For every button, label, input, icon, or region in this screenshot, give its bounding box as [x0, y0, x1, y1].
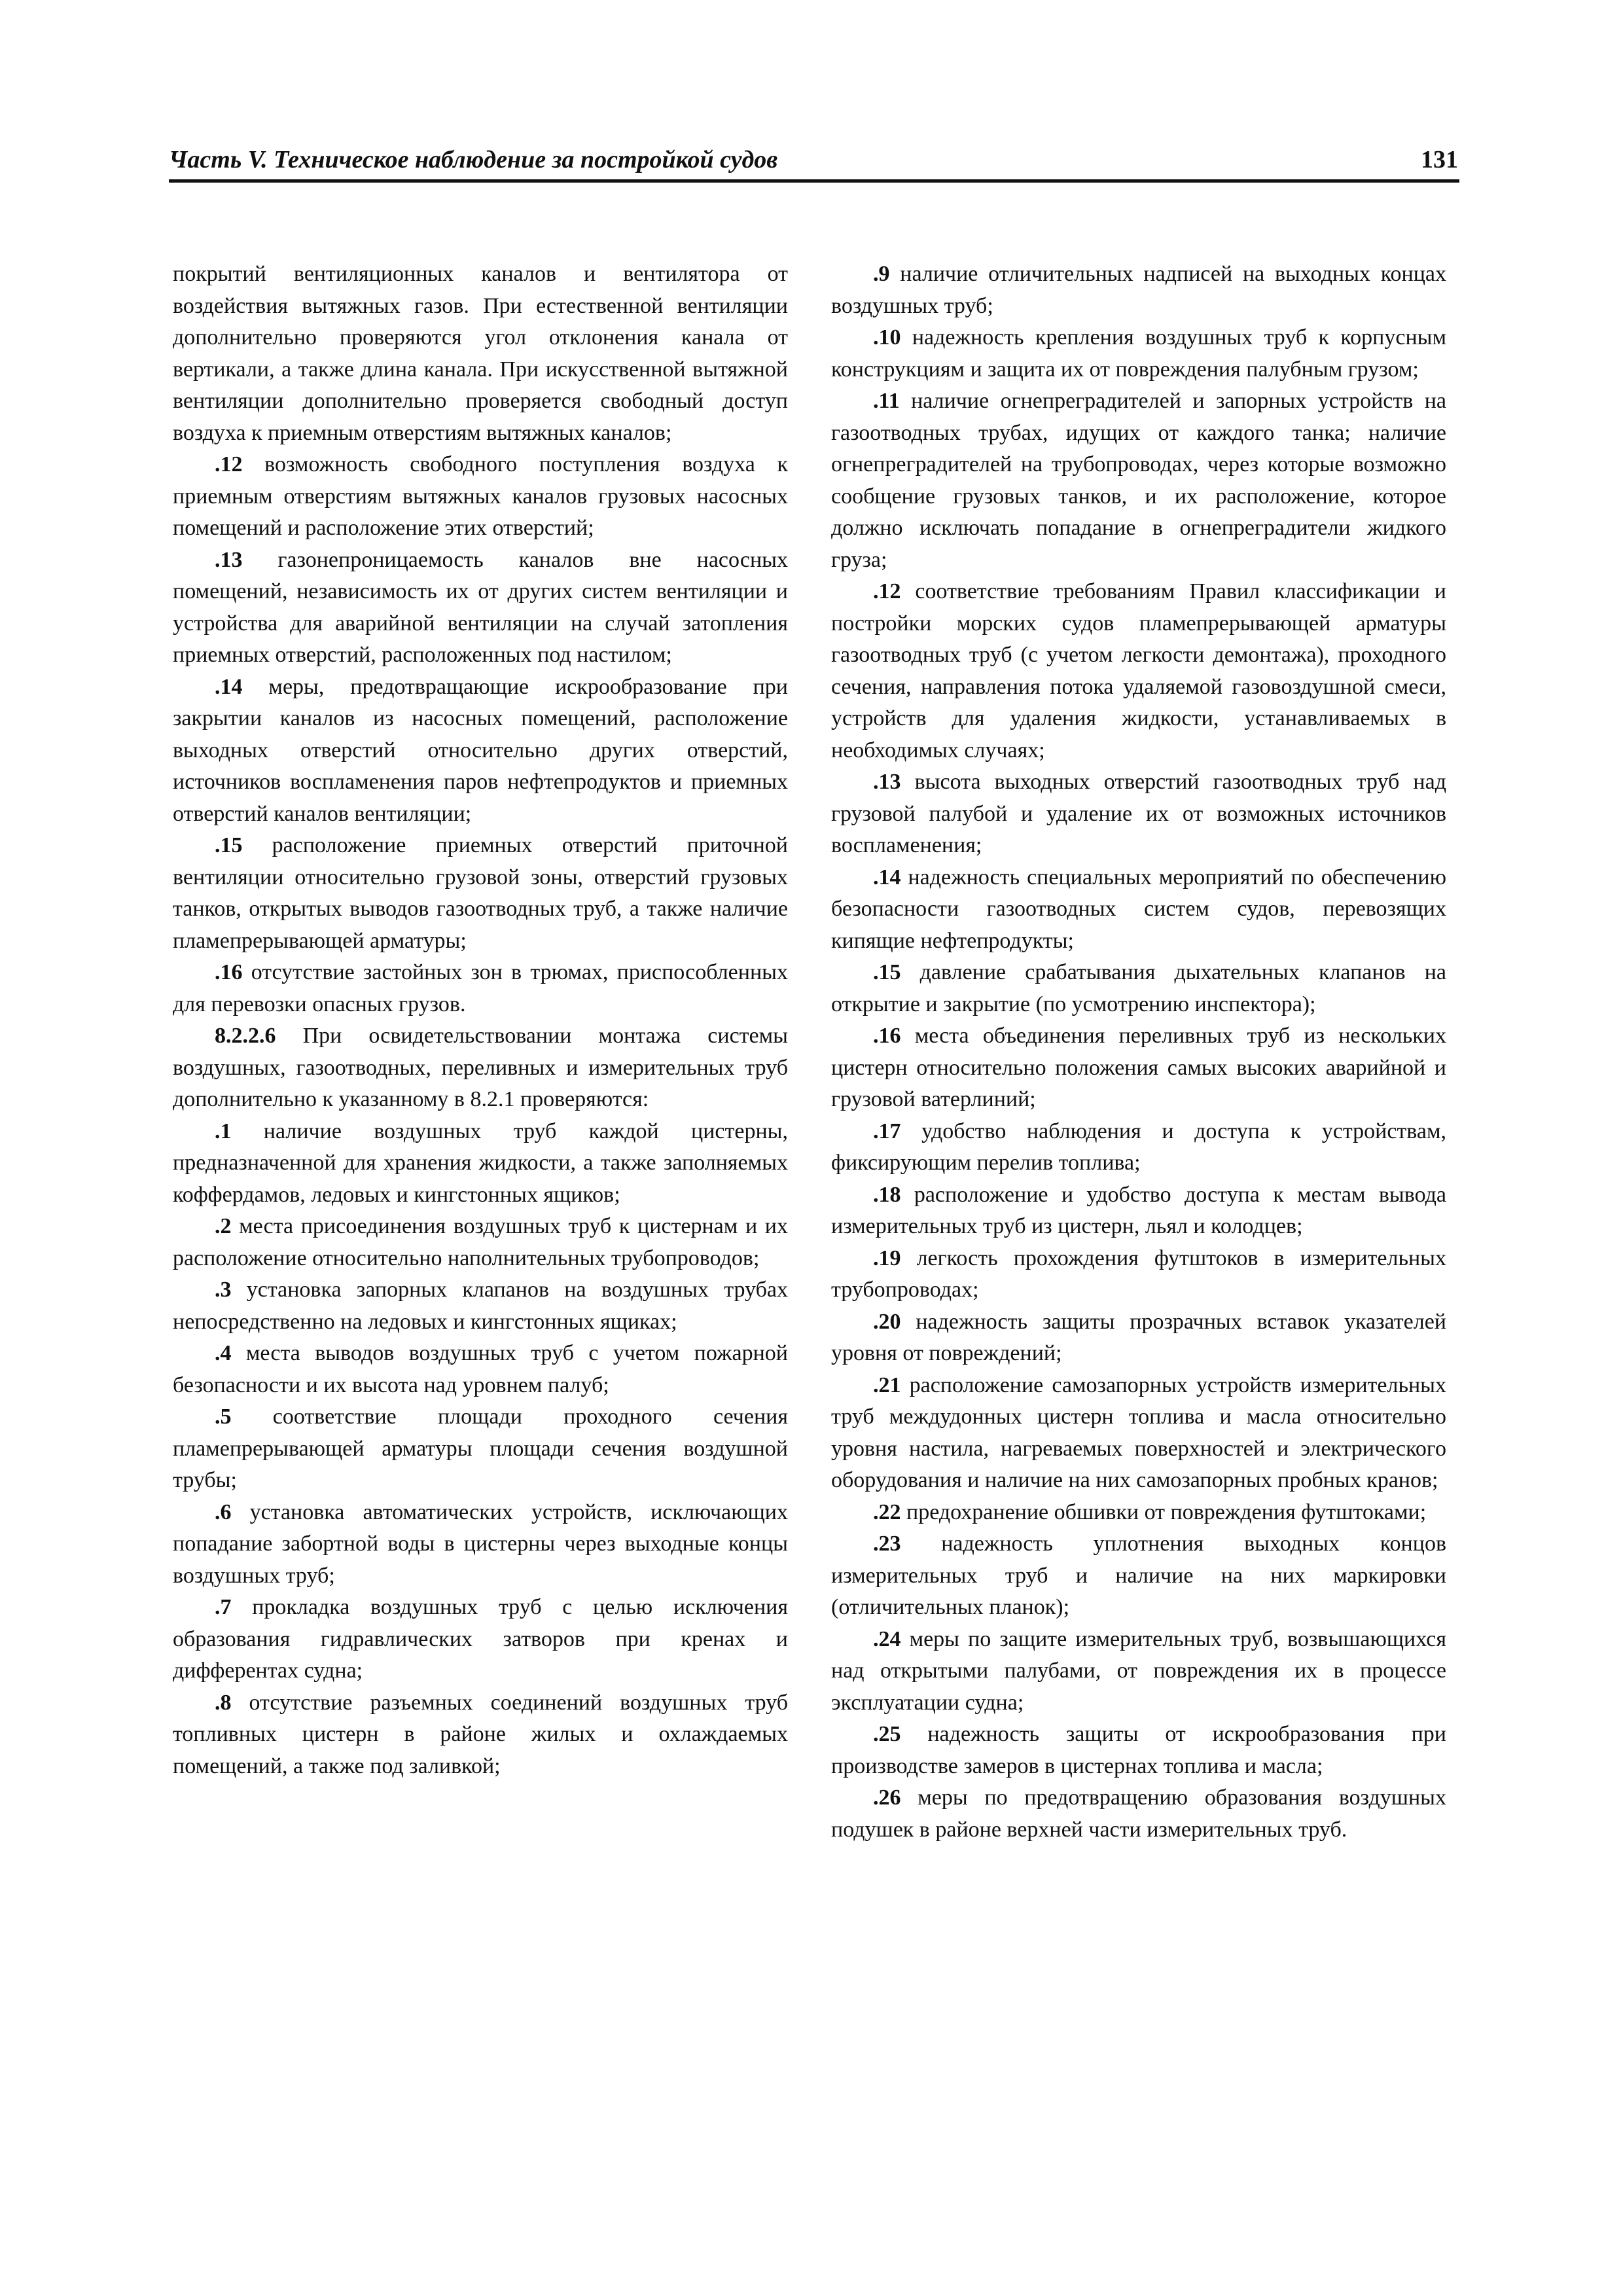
list-item	[831, 766, 1446, 862]
item-text: предохранение обшивки от повреждения футштоками;	[901, 1499, 1427, 1524]
list-item	[173, 449, 788, 545]
list-item	[173, 1338, 788, 1401]
list-item	[173, 672, 788, 831]
item-text: наличие воздушных труб каждой цистерны, предназначенной для хранения жидкости, а также заполняемых коффердамов, ледовых и кингстонных ящиков;	[173, 1119, 788, 1207]
item-number: .12	[873, 579, 901, 603]
item-number: .24	[873, 1626, 901, 1651]
item-text: соответствие требованиям Правил классификации и постройки морских судов пламепрерывающей арматуры газоотводных труб (с учетом легкости демонтажа), проходного сечения, направления потока удаляемой газовоздушной смеси, устройств для удаления жидкости, устанавливаемых в необходимых случаях;	[831, 579, 1446, 762]
list-item	[173, 1274, 788, 1338]
item-text: давление срабатывания дыхательных клапанов на открытие и закрытие (по усмотрению инспектора);	[831, 960, 1446, 1016]
list-item	[173, 1401, 788, 1497]
item-number: .15	[215, 833, 243, 857]
list-item	[173, 1497, 788, 1592]
item-number: .15	[873, 960, 901, 984]
item-number: .16	[215, 960, 243, 984]
item-text: наличие отличительных надписей на выходных концах воздушных труб;	[831, 262, 1446, 318]
list-item	[173, 1116, 788, 1211]
item-text: надежность защиты от искрообразования при производстве замеров в цистернах топлива и масла;	[831, 1722, 1446, 1778]
item-text: легкость прохождения футштоков в измерительных трубопроводах;	[831, 1246, 1446, 1302]
item-number: .10	[873, 325, 901, 350]
paragraph	[173, 259, 788, 449]
item-number: .2	[215, 1214, 232, 1238]
item-text: высота выходных отверстий газоотводных труб над грузовой палубой и удаление их от возможных источников воспламенения;	[831, 770, 1446, 857]
list-item	[831, 1020, 1446, 1116]
item-number: .9	[873, 262, 890, 286]
item-number: .14	[215, 674, 243, 699]
item-text: места выводов воздушных труб с учетом пожарной безопасности и их высота над уровнем палуб;	[173, 1341, 788, 1397]
item-number: .3	[215, 1278, 232, 1302]
list-item	[173, 1592, 788, 1687]
list-item	[831, 1370, 1446, 1497]
list-item	[831, 1116, 1446, 1179]
list-item	[173, 1687, 788, 1783]
item-text: газонепроницаемость каналов вне насосных помещений, независимость их от других систем вентиляции и устройства для аварийной вентиляции на случай затопления приемных отверстий, расположенных под настилом;	[173, 547, 788, 667]
item-text: расположение приемных отверстий приточной вентиляции относительно грузовой зоны, отверстий грузовых танков, открытых выводов газоотводных труб, а также наличие пламепрерывающей арматуры;	[173, 833, 788, 953]
item-number: .12	[215, 452, 243, 476]
item-number: .1	[215, 1119, 232, 1143]
item-number: .7	[215, 1595, 232, 1619]
item-text: удобство наблюдения и доступа к устройствам, фиксирующим перелив топлива;	[831, 1119, 1446, 1175]
item-text: надежность крепления воздушных труб к корпусным конструкциям и защита их от повреждения палубным грузом;	[831, 325, 1446, 382]
item-text: возможность свободного поступления воздуха к приемным отверстиям вытяжных каналов грузовых насосных помещений и расположение этих отверстий;	[173, 452, 788, 540]
list-item	[831, 386, 1446, 576]
item-number: .16	[873, 1024, 901, 1048]
paragraph-text: покрытий вентиляционных каналов и вентилятора от воздействия вытяжных газов. При естественной вентиляции дополнительно проверяются угол отклонения канала от вертикали, а также длина канала. При искусственной вытяжной вентиляции дополнительно проверяется свободный доступ воздуха к приемным отверстиям вытяжных каналов;	[173, 262, 788, 445]
item-text: меры по предотвращению образования воздушных подушек в районе верхней части измерительных труб.	[831, 1785, 1446, 1842]
item-text: отсутствие разъемных соединений воздушных труб топливных цистерн в районе жилых и охлаждаемых помещений, а также под заливкой;	[173, 1690, 788, 1778]
list-item	[831, 957, 1446, 1020]
item-text: установка автоматических устройств, исключающих попадание забортной воды в цистерны через выходные концы воздушных труб;	[173, 1499, 788, 1588]
list-item	[173, 545, 788, 672]
item-number: .19	[873, 1246, 901, 1270]
header-title: Часть V. Техническое наблюдение за постройкой судов	[169, 146, 778, 173]
item-number: .6	[215, 1499, 232, 1524]
list-item	[831, 1497, 1446, 1529]
item-number: .8	[215, 1690, 232, 1715]
item-text: прокладка воздушных труб с целью исключения образования гидравлических затворов при кренах и дифферентах судна;	[173, 1595, 788, 1683]
item-number: .13	[873, 770, 901, 794]
page-number: 131	[1421, 146, 1458, 173]
item-number: .25	[873, 1722, 901, 1746]
list-item	[831, 1624, 1446, 1719]
section-number: 8.2.2.6	[215, 1024, 276, 1048]
running-header	[169, 140, 1459, 183]
list-item	[173, 830, 788, 957]
list-item	[831, 1179, 1446, 1243]
item-text: расположение самозапорных устройств измерительных труб междудонных цистерн топлива и масла относительно уровня настила, нагреваемых поверхностей и электрического оборудования и наличие на них самозапорных пробных кранов;	[831, 1372, 1446, 1492]
item-number: .20	[873, 1309, 901, 1334]
item-text: наличие огнепреградителей и запорных устройств на газоотводных трубах, идущих от каждого танка; наличие огнепреградителей на трубопроводах, через которые возможно сообщение грузовых танков, и их расположение, которое должно исключать попадание в огнепреградители жидкого груза;	[831, 389, 1446, 572]
list-item	[831, 862, 1446, 958]
item-text: соответствие площади проходного сечения пламепрерывающей арматуры площади сечения воздушной трубы;	[173, 1405, 788, 1492]
list-item	[831, 576, 1446, 766]
item-number: .18	[873, 1182, 901, 1207]
item-number: .14	[873, 865, 901, 889]
item-number: .23	[873, 1532, 901, 1556]
item-text: установка запорных клапанов на воздушных трубах непосредственно на ледовых и кингстонных ящиках;	[173, 1278, 788, 1334]
item-text: расположение и удобство доступа к местам вывода измерительных труб из цистерн, льял и колодцев;	[831, 1182, 1446, 1238]
item-text: надежность защиты прозрачных вставок указателей уровня от повреждений;	[831, 1309, 1446, 1365]
item-number: .26	[873, 1785, 901, 1810]
list-item	[831, 322, 1446, 386]
section-text: При освидетельствовании монтажа системы воздушных, газоотводных, переливных и измерительных труб дополнительно к указанному в 8.2.1 проверяются:	[173, 1024, 788, 1111]
item-text: места объединения переливных труб из нескольких цистерн относительно положения самых высоких аварийной и грузовой ватерлиний;	[831, 1024, 1446, 1111]
item-number: .11	[873, 389, 900, 413]
list-item	[173, 957, 788, 1020]
item-number: .5	[215, 1405, 232, 1429]
list-item	[831, 1528, 1446, 1624]
item-number: .22	[873, 1499, 901, 1524]
item-text: меры, предотвращающие искрообразование при закрытии каналов из насосных помещений, расположение выходных отверстий относительно других отверстий, источников воспламенения паров нефтепродуктов и приемных отверстий каналов вентиляции;	[173, 674, 788, 826]
section-paragraph	[173, 1020, 788, 1116]
list-item	[831, 1306, 1446, 1370]
item-number: .21	[873, 1372, 901, 1397]
right-column	[831, 259, 1446, 1846]
item-number: .4	[215, 1341, 232, 1365]
list-item	[173, 1211, 788, 1274]
item-text: надежность уплотнения выходных концов измерительных труб и наличие на них маркировки (отличительных планок);	[831, 1532, 1446, 1619]
item-text: места присоединения воздушных труб к цистернам и их расположение относительно наполнительных трубопроводов;	[173, 1214, 788, 1270]
item-number: .13	[215, 547, 243, 572]
item-text: меры по защите измерительных труб, возвышающихся над открытыми палубами, от повреждения их в процессе эксплуатации судна;	[831, 1626, 1446, 1715]
list-item	[831, 1243, 1446, 1306]
list-item	[831, 1782, 1446, 1846]
item-text: надежность специальных мероприятий по обеспечению безопасности газоотводных систем судов, перевозящих кипящие нефтепродукты;	[831, 865, 1446, 953]
left-column	[173, 259, 788, 1782]
item-text: отсутствие застойных зон в трюмах, приспособленных для перевозки опасных грузов.	[173, 960, 788, 1016]
list-item	[831, 1719, 1446, 1782]
list-item	[831, 259, 1446, 322]
item-number: .17	[873, 1119, 901, 1143]
